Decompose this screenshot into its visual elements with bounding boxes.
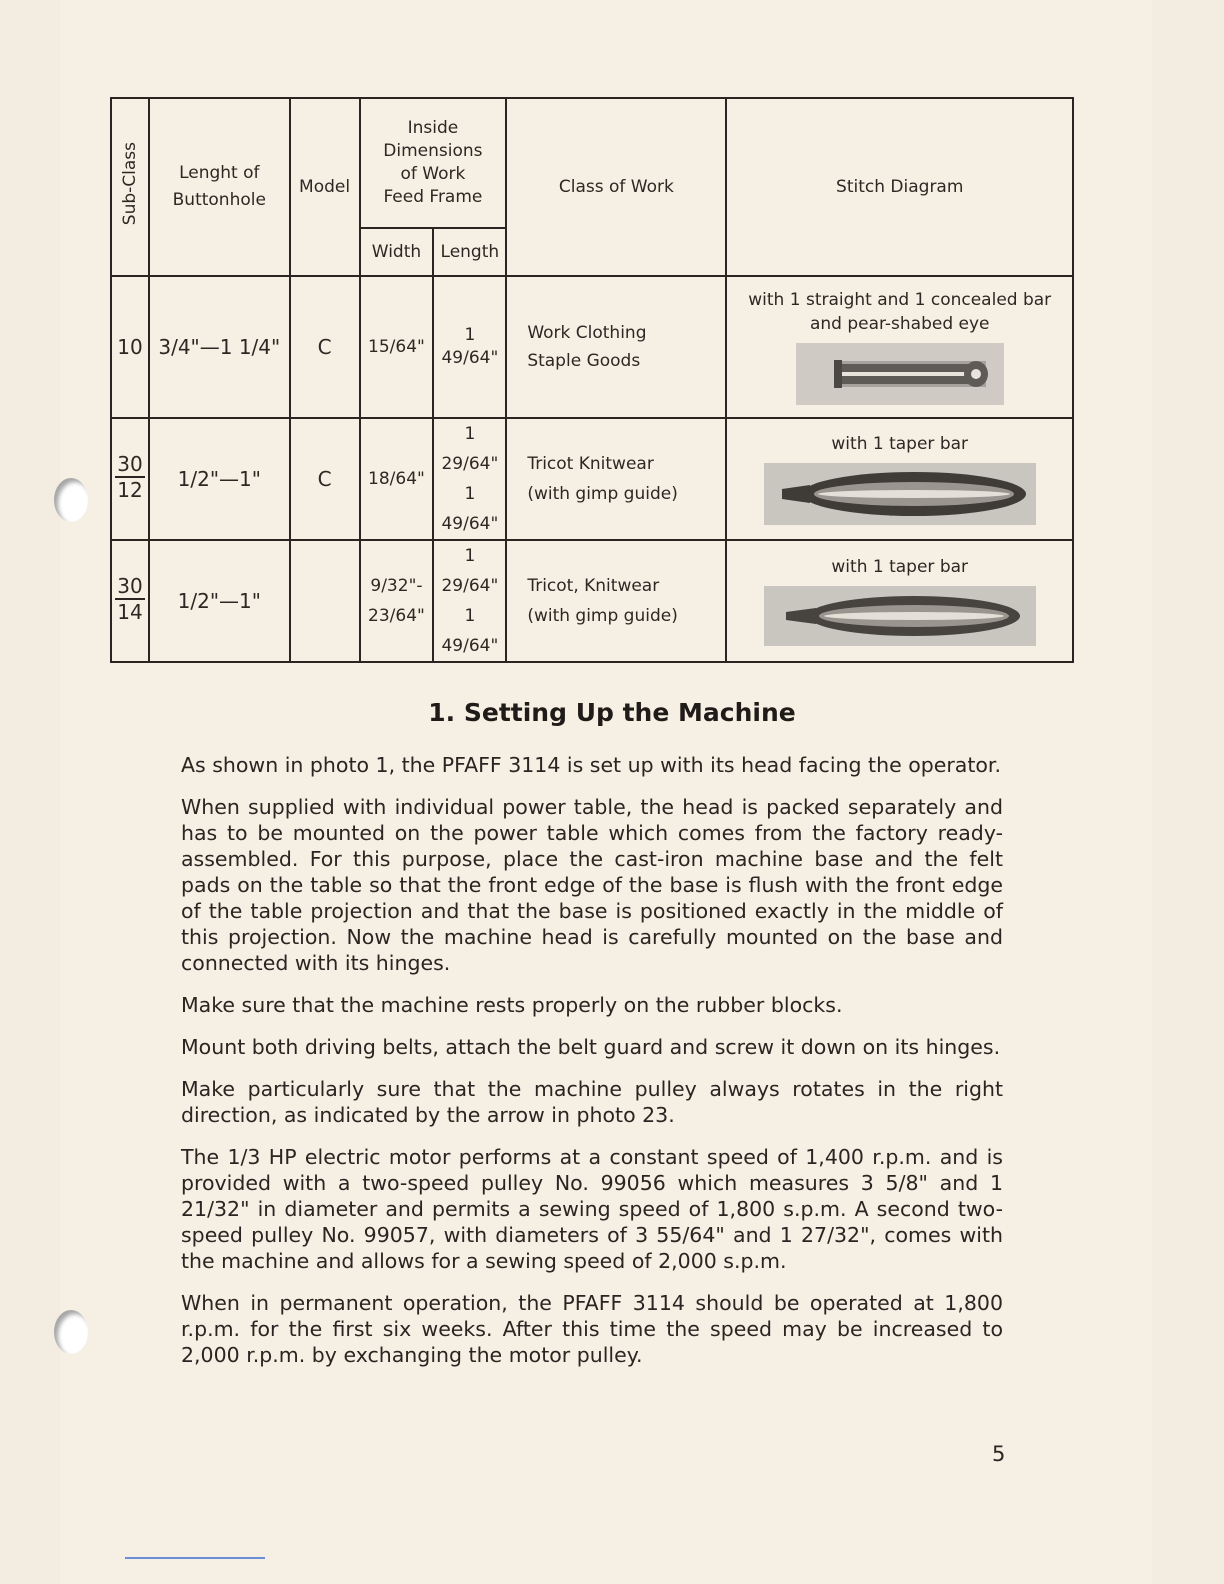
cell-buttonhole: 3/4"—1 1/4" <box>149 276 290 418</box>
cell-subclass: 10 <box>111 276 149 418</box>
cell-subclass: $\frac{30}{12}$ <box>111 418 149 540</box>
cell-length: 1 49/64" <box>433 276 506 418</box>
paragraph: Make sure that the machine rests properly on the rubber blocks. <box>181 993 843 1017</box>
cell-buttonhole: 1/2"—1" <box>149 418 290 540</box>
header-stitch-diagram: Stitch Diagram <box>726 98 1073 276</box>
page-number: 5 <box>992 1442 1006 1466</box>
body-text <box>181 752 1003 1384</box>
scan-edge-mark <box>125 1557 265 1559</box>
header-class-of-work: Class of Work <box>506 98 726 276</box>
cell-stitch-diagram: with 1 taper bar <box>726 418 1073 540</box>
cell-class-of-work: Tricot, Knitwear (with gimp guide) <box>506 540 726 662</box>
cell-width: 9/32"- 23/64" <box>360 540 434 662</box>
cell-model <box>290 540 360 662</box>
cell-length: 1 29/64" 1 49/64" <box>433 418 506 540</box>
table-row <box>111 276 1073 418</box>
cell-buttonhole: 1/2"—1" <box>149 540 290 662</box>
header-model: Model <box>290 98 360 276</box>
cell-model: C <box>290 276 360 418</box>
punch-hole-upper <box>54 478 88 522</box>
cell-width: 15/64" <box>360 276 434 418</box>
cell-subclass: $\frac{30}{14}$ <box>111 540 149 662</box>
buttonhole-taper-bar-image <box>764 463 1036 525</box>
header-subclass: Sub-Class <box>111 98 149 276</box>
section-title: 1. Setting Up the Machine <box>428 698 796 727</box>
paragraph: Mount both driving belts, attach the belt guard and screw it down on its hinges. <box>181 1035 1001 1059</box>
cell-class-of-work: Tricot Knitwear (with gimp guide) <box>506 418 726 540</box>
paragraph: As shown in photo 1, the PFAFF 3114 is set up with its head facing the operator. <box>181 753 1001 777</box>
buttonhole-spec-table <box>110 97 1074 663</box>
table-row <box>111 540 1073 662</box>
header-length: Length <box>433 228 506 276</box>
buttonhole-straight-bar-image <box>796 343 1004 405</box>
buttonhole-taper-bar-image <box>764 586 1036 646</box>
cell-width: 18/64" <box>360 418 434 540</box>
header-inside-dimensions: Inside Dimensions of Work Feed Frame <box>360 98 507 228</box>
cell-class-of-work: Work Clothing Staple Goods <box>506 276 726 418</box>
paragraph: Make particularly sure that the machine pulley always rotates in the right direction, as indicated by the arrow in photo 23. <box>181 1077 1003 1127</box>
paragraph: When supplied with individual power table, the head is packed separately and has to be mounted on the power table which comes from the factory ready-assembled. For this purpose, place the cast-iron machine base and the felt pads on the table so that the front edge of the base is flush with the front edge of the table projection and that the base is positioned exactly in the middle of this projection. Now the machine head is carefully mounted on the base and connected with its hinges. <box>181 795 1003 975</box>
paragraph: The 1/3 HP electric motor performs at a constant speed of 1,400 r.p.m. and is provided with a two-speed pulley No. 99056 which measures 3 5/8" and 1 21/32" in diameter and permits a sewing speed of 1,800 s.p.m. A second two-speed pulley No. 99057, with diameters of 3 55/64" and 1 27/32", comes with the machine and allows for a sewing speed of 2,000 s.p.m. <box>181 1145 1004 1273</box>
cell-stitch-diagram: with 1 straight and 1 concealed bar and pear-shabed eye <box>726 276 1073 418</box>
cell-length: 1 29/64" 1 49/64" <box>433 540 506 662</box>
punch-hole-lower <box>54 1310 88 1354</box>
cell-stitch-diagram: with 1 taper bar <box>726 540 1073 662</box>
header-width: Width <box>360 228 434 276</box>
cell-model: C <box>290 418 360 540</box>
table-row <box>111 418 1073 540</box>
paragraph: When in permanent operation, the PFAFF 3114 should be operated at 1,800 r.p.m. for the first six weeks. After this time the speed may be increased to 2,000 r.p.m. by exchanging the motor pulley. <box>181 1291 1003 1367</box>
header-buttonhole-length: Lenght of Buttonhole <box>149 98 290 276</box>
